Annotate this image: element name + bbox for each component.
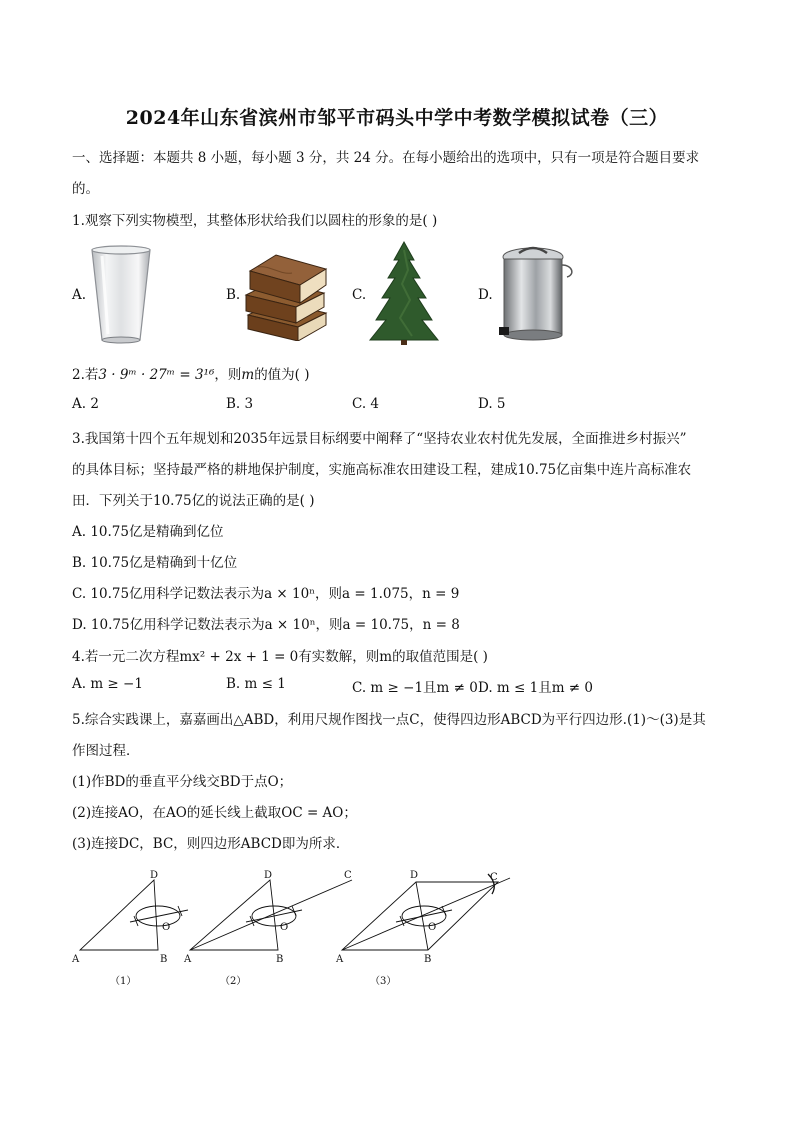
q2-option-b: B. 3 — [226, 396, 254, 412]
fig2-caption: （2） — [220, 976, 247, 987]
q2-stem-equation: 3 · 9ᵐ · 27ᵐ = 3¹⁶ — [98, 367, 215, 383]
trash-can-image — [497, 243, 577, 343]
fig3-caption: （3） — [370, 976, 397, 987]
fig2-label-o: O — [280, 922, 289, 933]
q2-stem-mid: ，则 — [214, 367, 242, 383]
fig2-label-c: C — [344, 870, 352, 881]
fig1-label-a: A — [72, 954, 80, 965]
q3-option-b: B. 10.75亿是精确到十亿位 — [72, 555, 238, 571]
question-5-line1: 5.综合实践课上，嘉嘉画出△ABD，利用尺规作图找一点C，使得四边形ABCD为平行四边形.(1)～(3)是其 — [72, 712, 706, 728]
figure-3-parallelogram — [342, 874, 510, 950]
question-3-line1: 3.我国第十四个五年规划和2035年远景目标纲要中阐释了“坚持农业农村优先发展，全面推进乡村振兴” — [72, 431, 687, 447]
construction-figures — [70, 868, 530, 993]
q3-option-d: D. 10.75亿用科学记数法表示为a × 10ⁿ，则a = 10.75，n = 8 — [72, 617, 460, 633]
fig2-label-d: D — [264, 870, 273, 881]
fig2-label-a: A — [184, 954, 192, 965]
fig1-label-d: D — [150, 870, 159, 881]
q1-option-b-label: B. — [226, 287, 241, 303]
fig3-label-b: B — [424, 954, 432, 965]
question-1-stem: 1.观察下列实物模型，其整体形状给我们以圆柱的形象的是( ) — [72, 213, 438, 229]
page-title: 2024年山东省滨州市邹平市码头中学中考数学模拟试卷（三） — [125, 107, 669, 129]
fig3-label-o: O — [428, 922, 437, 933]
question-3-line3: 田．下列关于10.75亿的说法正确的是( ) — [72, 493, 315, 509]
section-instructions-line1: 一、选择题：本题共 8 小题，每小题 3 分，共 24 分。在每小题给出的选项中，只有一项是符合题目要求 — [72, 150, 700, 166]
q4-option-b: B. m ≤ 1 — [226, 676, 286, 692]
question-5-line2: 作图过程． — [72, 743, 140, 759]
q4-option-a: A. m ≥ −1 — [72, 676, 143, 692]
fig3-label-a: A — [336, 954, 344, 965]
q2-option-d: D. 5 — [478, 396, 506, 412]
question-4-stem: 4.若一元二次方程mx² + 2x + 1 = 0有实数解，则m的取值范围是( ) — [72, 649, 488, 665]
q2-option-c: C. 4 — [352, 396, 380, 412]
fig3-label-d: D — [410, 870, 419, 881]
fig1-caption: （1） — [110, 976, 137, 987]
q2-stem-post: 的值为( ) — [254, 367, 310, 383]
glass-cup-image — [88, 244, 154, 346]
q2-stem-variable: m — [241, 367, 255, 383]
fig1-label-b: B — [160, 954, 168, 965]
q1-option-c-label: C. — [352, 287, 367, 303]
q3-option-c: C. 10.75亿用科学记数法表示为a × 10ⁿ，则a = 1.075，n = 9 — [72, 586, 460, 602]
figure-2-triangle — [190, 880, 352, 950]
question-3-line2: 的具体目标；坚持最严格的耕地保护制度，实施高标准农田建设工程，建成10.75亿亩集中连片高标准农 — [72, 462, 692, 478]
question-5-step2: (2)连接AO，在AO的延长线上截取OC = AO； — [72, 805, 357, 821]
fig1-label-o: O — [162, 922, 171, 933]
q4-option-d: D. m ≤ 1且m ≠ 0 — [478, 680, 593, 696]
figure-1-triangle — [80, 880, 188, 950]
fig3-label-c: C — [490, 872, 498, 883]
fig2-label-b: B — [276, 954, 284, 965]
q1-option-d-label: D. — [478, 287, 493, 303]
q3-option-a: A. 10.75亿是精确到亿位 — [72, 524, 224, 540]
question-5-step1: (1)作BD的垂直平分线交BD于点O； — [72, 774, 293, 790]
q4-option-c: C. m ≥ −1且m ≠ 0 — [352, 680, 478, 696]
question-5-step3: (3)连接DC，BC，则四边形ABCD即为所求． — [72, 836, 350, 852]
pine-tree-image — [368, 240, 440, 346]
q2-option-a: A. 2 — [72, 396, 99, 412]
book-stack-image — [240, 245, 330, 341]
q1-option-a-label: A. — [72, 287, 87, 303]
section-instructions-line2: 的。 — [72, 181, 99, 197]
question-2-stem — [72, 363, 310, 383]
q2-stem-pre: 2.若 — [72, 367, 99, 383]
